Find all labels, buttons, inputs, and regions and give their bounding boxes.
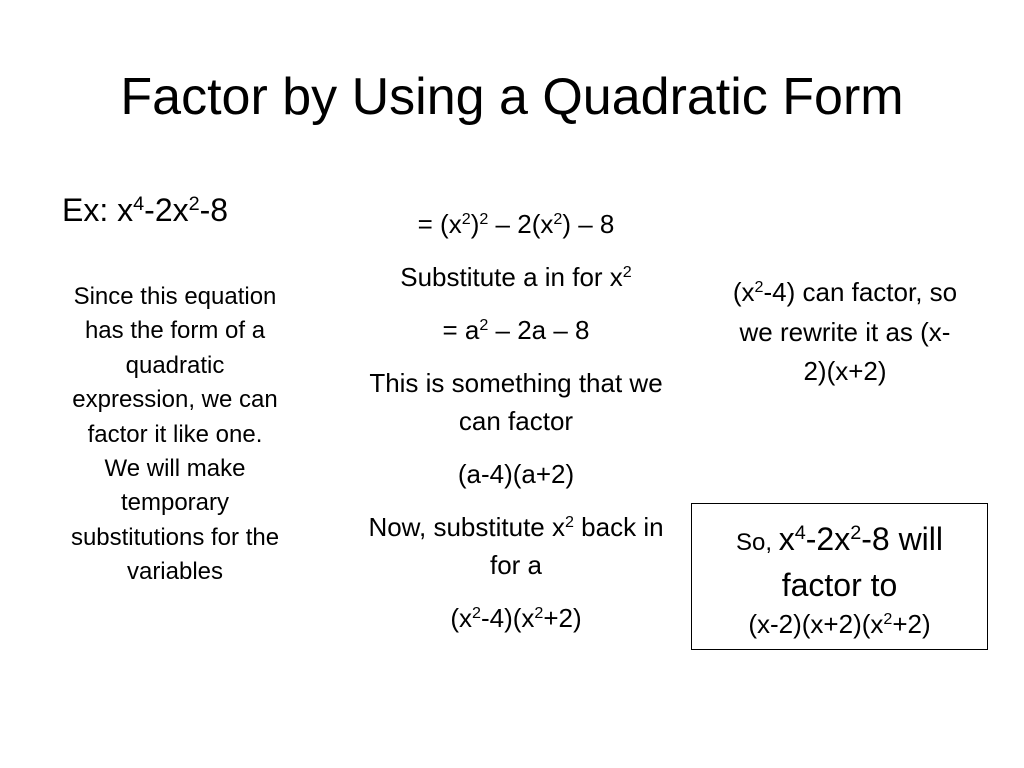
- exponent: 2: [471, 604, 481, 623]
- step-text: +2): [543, 603, 582, 633]
- step-text: -4)(x: [480, 603, 535, 633]
- exponent: 2: [850, 522, 862, 545]
- step-text: = (x: [417, 209, 462, 239]
- step-text: Substitute a in for x: [400, 262, 623, 292]
- example-end: -8: [199, 192, 229, 228]
- conclusion-statement: [692, 518, 987, 606]
- note-text: (x: [732, 277, 755, 307]
- exponent: 4: [794, 522, 806, 545]
- conclusion-box: [691, 503, 988, 650]
- example-middle: -2x: [144, 192, 189, 228]
- conclusion-text: (x-2)(x+2)(x: [748, 609, 884, 639]
- exponent: 2: [479, 210, 489, 229]
- step-text: – 2(x: [488, 209, 554, 239]
- exponent: 2: [754, 278, 764, 297]
- step-back-substitute: [352, 508, 680, 584]
- conclusion-final-factorization: [692, 606, 987, 642]
- exponent: 2: [553, 210, 563, 229]
- step-text: (x: [450, 603, 472, 633]
- step-factor-note: This is something that we can factor: [369, 368, 663, 436]
- example-exponent-4: 4: [133, 193, 145, 216]
- step-substitute: [352, 258, 680, 296]
- conclusion-text: +2): [892, 609, 931, 639]
- slide-title: Factor by Using a Quadratic Form: [120, 68, 904, 126]
- exponent: 2: [883, 610, 893, 629]
- step-text: = a: [442, 315, 480, 345]
- note-text: -4) can factor, so we rewrite it as (x-2)(x+2): [739, 277, 958, 386]
- step-quadratic: [352, 311, 680, 349]
- example-expression: [62, 188, 228, 232]
- step-rewrite: [352, 205, 680, 243]
- example-exponent-2: 2: [188, 193, 200, 216]
- exponent: 2: [479, 316, 489, 335]
- conclusion-text: -2x: [805, 521, 851, 557]
- step-factored: (a-4)(a+2): [457, 459, 575, 489]
- exponent: 2: [461, 210, 471, 229]
- conclusion-so: So,: [736, 529, 779, 556]
- step-result: [352, 599, 680, 637]
- solution-steps: [352, 205, 680, 652]
- exponent: 2: [564, 513, 574, 532]
- exponent: 2: [534, 604, 544, 623]
- step-text: ): [470, 209, 480, 239]
- step-text: back in for a: [489, 512, 664, 580]
- step-text: ) – 8: [562, 209, 615, 239]
- conclusion-text: x: [778, 521, 795, 557]
- example-prefix: Ex: x: [62, 192, 134, 228]
- exponent: 2: [622, 263, 632, 282]
- step-text: Now, substitute x: [368, 512, 565, 542]
- step-text: – 2a – 8: [488, 315, 590, 345]
- explanation-text: Since this equation has the form of a quadratic expression, we can factor it like one. We will make temporary substitutions for the variables: [70, 283, 280, 586]
- difference-of-squares-note: [730, 273, 960, 392]
- conclusion-text: -8 will factor to: [781, 521, 943, 603]
